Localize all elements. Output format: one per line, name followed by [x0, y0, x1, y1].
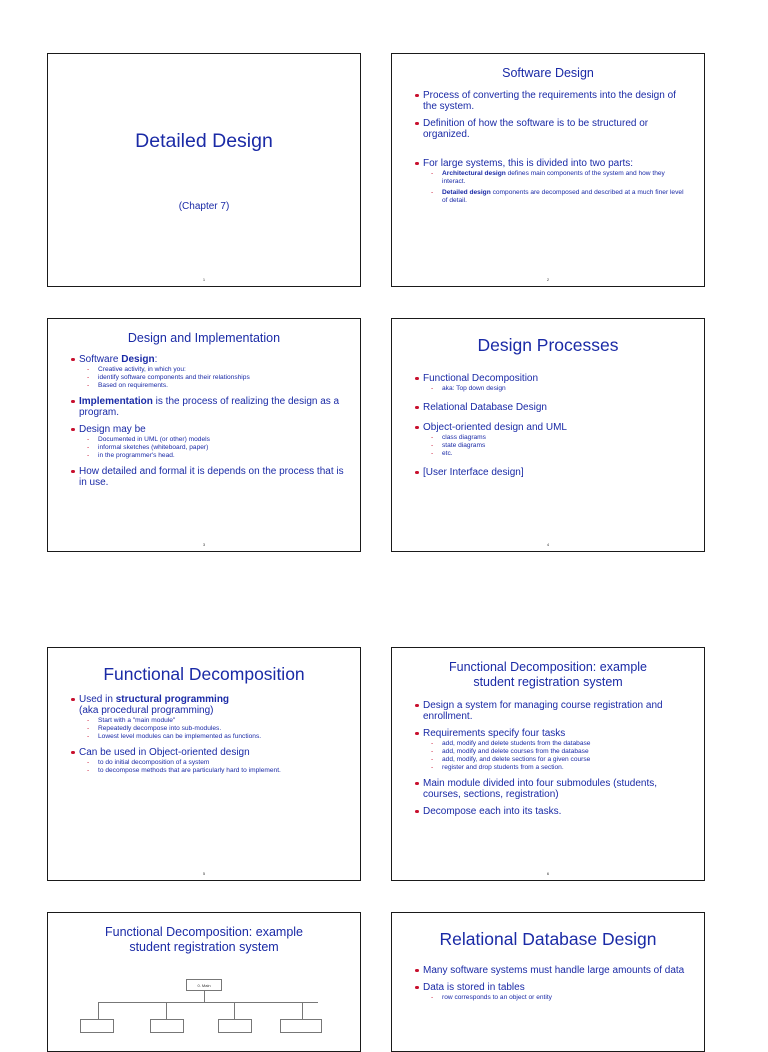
slide-title: Software Design — [502, 66, 594, 80]
connector-line — [166, 1002, 167, 1019]
sub-bullet: - Creative activity, in which you: — [98, 366, 344, 374]
sub-bullet: - row corresponds to an object or entity — [442, 994, 688, 1002]
sub-bullet: - Start with a "main module" — [98, 717, 344, 725]
submodule-box — [280, 1019, 322, 1033]
sub-bullet — [442, 189, 688, 205]
bullet: Many software systems must handle large amounts of data — [423, 965, 688, 976]
bullet-list — [392, 700, 704, 817]
sub-bullet-list — [79, 717, 344, 741]
bullet-list — [392, 965, 704, 1002]
sub-bullet-list — [423, 994, 688, 1002]
slide-title: Design Processes — [477, 335, 619, 355]
sub-bullet: - add, modify, and delete sections for a given course — [442, 756, 688, 764]
sub-bullet: - Lowest level modules can be implemented as functions. — [98, 733, 344, 741]
sub-bullet: - etc. — [442, 450, 688, 458]
page-number: 2 — [546, 277, 550, 282]
bullet — [79, 396, 344, 418]
sub-bullet: - register and drop students from a section. — [442, 764, 688, 772]
bullet-bold: Design — [121, 354, 155, 365]
connector-line — [234, 1002, 235, 1019]
slide-2 — [391, 53, 705, 287]
page-number: 6 — [546, 871, 550, 876]
bullet — [79, 694, 344, 741]
bullet-list — [48, 354, 360, 488]
connector-line — [302, 1002, 303, 1019]
bullet-bold: structural programming — [115, 694, 230, 705]
sub-bullet: - to do initial decomposition of a system — [98, 759, 344, 767]
bullet — [423, 422, 688, 458]
bullet: Decompose each into its tasks. — [423, 806, 688, 817]
connector-line — [98, 1002, 318, 1003]
bullet-text: Design may be — [79, 424, 146, 435]
page-number: 4 — [546, 542, 550, 547]
sub-bullet: - aka: Top down design — [442, 385, 688, 393]
title-line: Functional Decomposition: example — [104, 925, 304, 939]
bullet: Relational Database Design — [423, 402, 688, 413]
slide-title: Design and Implementation — [127, 331, 281, 345]
submodule-box — [218, 1019, 252, 1033]
page-number: 3 — [202, 542, 206, 547]
sub-bullet: - Repeatedly decompose into sub-modules. — [98, 725, 344, 733]
sub-bullet: - Documented in UML (or other) models — [98, 436, 344, 444]
bullet-text: (aka procedural programming) — [79, 705, 214, 716]
sub-bullet-bold: Architectural design — [442, 170, 506, 177]
bullet-text: is the process of realizing the design as a program. — [79, 396, 340, 418]
slide-subtitle: (Chapter 7) — [178, 201, 230, 212]
bullet — [79, 354, 344, 390]
bullet — [79, 424, 344, 460]
main-module-box — [186, 979, 222, 991]
bullet: Main module divided into four submodules (students, courses, sections, registration) — [423, 778, 688, 800]
submodule-box — [80, 1019, 114, 1033]
sub-bullet-list — [423, 434, 688, 458]
sub-bullet-list — [79, 366, 344, 390]
sub-bullet: - Based on requirements. — [98, 382, 344, 390]
bullet-text: Can be used in Object-oriented design — [79, 747, 250, 758]
bullet: How detailed and formal it is depends on the process that is in use. — [79, 466, 344, 488]
slide-title — [392, 648, 704, 690]
title-line: student registration system — [129, 940, 279, 954]
sub-bullet: - add, modify and delete students from the database — [442, 740, 688, 748]
slide-title: Functional Decomposition — [103, 664, 305, 684]
sub-bullet: - class diagrams — [442, 434, 688, 442]
main-module-label: 0. Main — [197, 983, 211, 988]
bullet — [79, 747, 344, 775]
bullet-text: Object-oriented design and UML — [423, 422, 567, 433]
bullet-text: Functional Decomposition — [423, 373, 539, 384]
slide-3 — [47, 318, 361, 552]
slide-title: Relational Database Design — [439, 929, 657, 949]
bullet: Definition of how the software is to be structured or organized. — [423, 118, 688, 140]
submodule-box — [150, 1019, 184, 1033]
bullet — [423, 158, 688, 205]
bullet-text: : — [154, 354, 158, 365]
sub-bullet-list — [423, 740, 688, 772]
page-number: 5 — [202, 871, 206, 876]
bullet-text: Used in — [79, 694, 116, 705]
bullet: Design a system for managing course registration and enrollment. — [423, 700, 688, 722]
slide-4 — [391, 318, 705, 552]
slide-title: Detailed Design — [135, 130, 273, 152]
sub-bullet-list — [423, 385, 688, 393]
sub-bullet-list — [79, 436, 344, 460]
bullet: Process of converting the requirements into the design of the system. — [423, 90, 688, 112]
slide-5 — [47, 647, 361, 881]
slide-1 — [47, 53, 361, 287]
sub-bullet: - add, modify and delete courses from the database — [442, 748, 688, 756]
bullet-list — [392, 373, 704, 478]
sub-bullet-text: components are decomposed and described at a much finer level of detail. — [442, 189, 684, 204]
bullet — [423, 373, 688, 393]
bullet-text: For large systems, this is divided into two parts: — [423, 158, 634, 169]
bullet — [423, 728, 688, 772]
bullet-text: Data is stored in tables — [423, 982, 525, 993]
bullet-bold: Implementation — [79, 396, 153, 407]
sub-bullet-list — [423, 170, 688, 205]
bullet: [User Interface design] — [423, 467, 688, 478]
sub-bullet-bold: Detailed design — [442, 189, 491, 196]
sub-bullet: - in the programmer's head. — [98, 452, 344, 460]
slide-7 — [47, 912, 361, 1052]
bullet-text: Requirements specify four tasks — [423, 728, 566, 739]
sub-bullet: - state diagrams — [442, 442, 688, 450]
bullet-list — [392, 90, 704, 205]
title-line: Functional Decomposition: example — [448, 660, 648, 674]
sub-bullet: - to decompose methods that are particularly hard to implement. — [98, 767, 344, 775]
slide-8 — [391, 912, 705, 1052]
connector-line — [98, 1002, 99, 1019]
slide-title — [48, 913, 360, 955]
connector-line — [204, 991, 205, 1002]
sub-bullet-text: defines main components of the system and how they interact. — [442, 170, 665, 185]
sub-bullet: - informal sketches (whiteboard, paper) — [98, 444, 344, 452]
page-number: 1 — [202, 277, 206, 282]
bullet-list — [48, 694, 360, 775]
sub-bullet-list — [79, 759, 344, 775]
bullet — [423, 982, 688, 1002]
bullet-text: Software — [79, 354, 122, 365]
sub-bullet — [442, 170, 688, 186]
title-line: student registration system — [473, 675, 623, 689]
slide-6 — [391, 647, 705, 881]
sub-bullet: - identify software components and their relationships — [98, 374, 344, 382]
